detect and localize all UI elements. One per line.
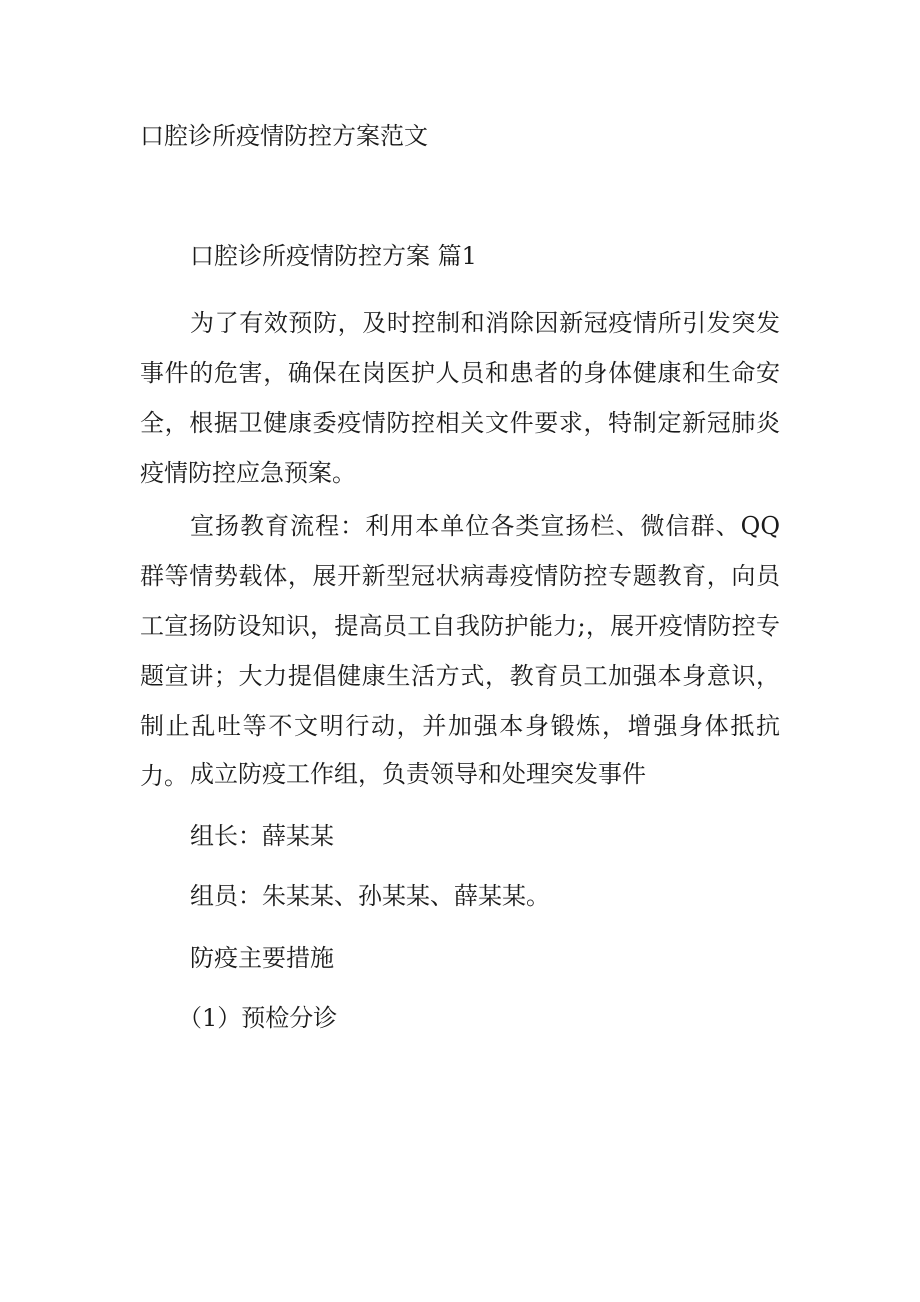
line-group-members: 组员：朱某某、孙某某、薛某某。 xyxy=(190,882,550,910)
section-title: 口腔诊所疫情防控方案 篇1 xyxy=(190,242,477,270)
paragraph-purpose: 为了有效预防，及时控制和消除因新冠疫情所引发突发事件的危害，确保在岗医护人员和患者的身体健康和生命安全，根据卫健康委疫情防控相关文件要求，特制定新冠肺炎疫情防控应急预案。 xyxy=(140,309,780,487)
line-main-measures: 防疫主要措施 xyxy=(190,944,334,972)
line-working-group: 成立防疫工作组，负责领导和处理突发事件 xyxy=(190,760,646,788)
line-group-leader: 组长：薛某某 xyxy=(190,822,334,850)
paragraph-education: 宣扬教育流程：利用本单位各类宣扬栏、微信群、QQ群等情势载体，展开新型冠状病毒疫情防控专题教育，向员工宣扬防设知识，提高员工自我防护能力;，展开疫情防控专题宣讲；大力提倡健康生活方式，教育员工加强本身意识，制止乱吐等不文明行动，并加强本身锻炼，增强身体抵抗力。 xyxy=(140,512,780,790)
document-title: 口腔诊所疫情防控方案范文 xyxy=(140,122,428,150)
line-pre-screening: （1）预检分诊 xyxy=(178,1004,338,1032)
